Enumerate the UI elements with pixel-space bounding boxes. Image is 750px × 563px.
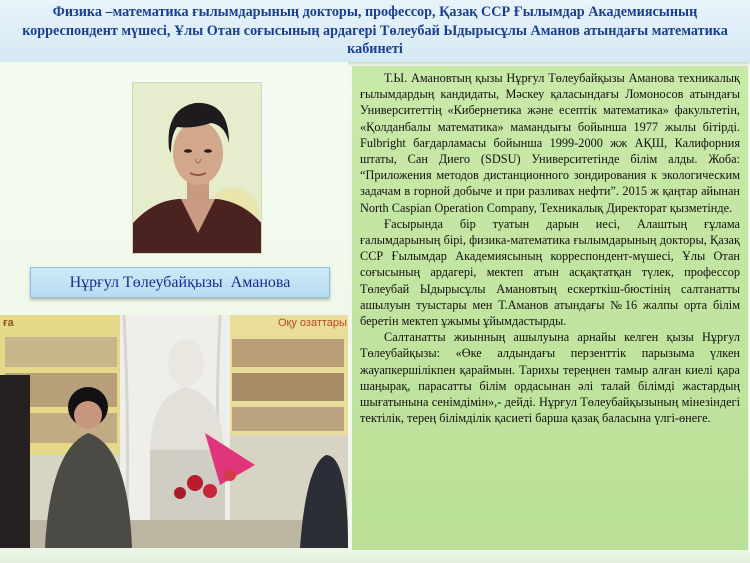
article-text-panel: [352, 66, 748, 551]
page-title-line-3: кабинеті: [347, 41, 403, 57]
bottom-strip: [0, 550, 750, 563]
portrait-photo: [132, 82, 262, 254]
article-paragraph-3: Салтанатты жиынның ашылуына арнайы келген қызы Нұрғул Төлеубайқызы: «Өке алдындағы перзенттік парызыма үлкен жауапкершілікпен қараймын. Тарихы тереңнен тамыр алған киелі қара шаңырақ, парасатты білім ордасынан әлі талай білімді жастардың шығатынына сенімдімін»,- дейді. Нұрғул Төлеубайқызының мінезіндегі тектілік, терең білімділік қасиеті барша қазақ баласына үлгі-өнеге.: [360, 330, 740, 426]
photo-banner-text-left: ға: [3, 317, 14, 329]
article-paragraph-2: Ғасырында бір туатын дарын иесі, Алаштың ғұлама ғалымдарының бірі, физика-математика ғылымдарының докторы, Қазақ ССР Ғылымдар Академиясының корреспондент-мүшесі, Ұлы Отан соғысының ардагері, мектеп атын асқақтатқан түлек, профессор Төлеубай Ыдырысұлы Амановтың ескерткіш-бюстінің салтанатты ашылуын туыстары мен Т.Аманов атындағы №16 жалпы орта білім беретін мектеп ұжымы ұйымдастырды.: [360, 216, 740, 329]
page-title-line-1: Физика –математика ғылымдарының докторы, профессор, Қазақ ССР Ғылымдар Академиясының: [52, 4, 698, 20]
photo-banner-text-right: Оқу озаттары: [278, 317, 347, 329]
portrait-name-plate: Нұрғул Төлеубайқызы Аманова: [30, 267, 330, 298]
memorial-bust-photo: [0, 315, 348, 548]
page-title-line-2: корреспондент мүшесі, Ұлы Отан соғысының ардагері Төлеубай Ыдырысұлы Аманов атындағы математика: [22, 22, 728, 39]
article-paragraph-1: Т.Ы. Амановтың қызы Нұрғул Төлеубайқызы Аманова техникалық ғылымдардың кандидаты, Мәскеу қаласындағы Ломоносов атындағы Университеттің «Кибернетика және есептік математика» факультетін, «Қолданбалы математика» мамандығы бойынша 1977 жылы бітірді. Fulbright бағдарламасы бойынша 1999-2000 жж АҚШ, Калифорния штаты, Сан Диего (SDSU) Университетінде білім алды. Жоба: “Приложения методов дистанционного зондирования к экологическим задачам в горной добыче и при разливах нефти”. 2015 ж қаңтар айынан North Caspian Operation Company, Техникалық Директорат қызметінде.: [360, 71, 740, 215]
page-title-bar: [0, 0, 750, 62]
